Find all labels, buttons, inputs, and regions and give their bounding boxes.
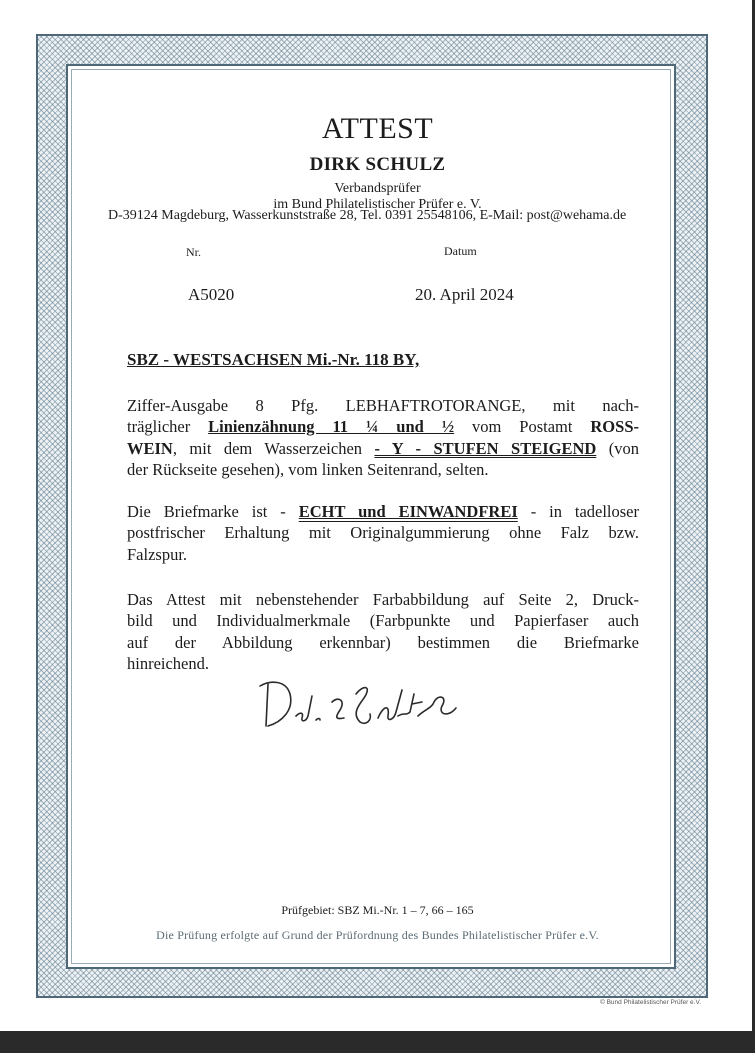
stamp-description: [127, 395, 639, 481]
examination-regulation-note: Die Prüfung erfolgte auf Grund der Prüfordnung des Bundes Philatelistischer Prüfer e.V.: [156, 928, 599, 942]
reference-line: hinreichend.: [127, 654, 210, 674]
examiner-name: DIRK SCHULZ: [309, 154, 446, 175]
image-reference-statement: [127, 589, 639, 675]
description-text: vom Postamt: [454, 417, 591, 437]
description-line: Ziffer-Ausgabe 8 Pfg. LEBHAFTROTORANGE, mit nach-: [127, 396, 639, 415]
description-line: [127, 416, 639, 437]
date-label: Datum: [444, 244, 477, 258]
verdict-text: ECHT und EINWANDFREI: [298, 502, 518, 521]
examiner-address: D-39124 Magdeburg, Wasserkunststraße 28, Tel. 0391 25548106, E-Mail: post@wehama.de: [108, 208, 627, 223]
copyright-note: © Bund Philatelistischer Prüfer e.V.: [600, 999, 702, 1006]
association-name: im Bund Philatelistischer Prüfer e. V.: [273, 197, 482, 212]
examiner-role: Verbandsprüfer: [334, 181, 421, 196]
description-text: , mit dem Wasserzeichen: [172, 438, 375, 458]
statement-text: - in tadelloser: [517, 502, 639, 521]
statement-line: postfrischer Erhaltung mit Originalgummierung ohne Falz bzw.: [127, 523, 639, 543]
description-line: [127, 438, 639, 459]
attest-title: ATTEST: [321, 112, 434, 145]
reference-line: Das Attest mit nebenstehender Farbabbildung auf Seite 2, Druck-: [127, 590, 639, 609]
certificate-date: 20. April 2024: [415, 285, 514, 304]
stamp-subject: SBZ - WESTSACHSEN Mi.-Nr. 118 BY,: [127, 350, 420, 369]
description-text: (von: [596, 438, 639, 458]
authenticity-statement: [127, 501, 639, 565]
statement-line: [127, 501, 639, 522]
certificate-number: A5020: [188, 285, 235, 304]
description-text: träglicher: [127, 417, 209, 437]
statement-line: Falzspur.: [127, 544, 188, 564]
post-office-text: WEIN: [127, 438, 173, 458]
examination-scope: Prüfgebiet: SBZ Mi.-Nr. 1 – 7, 66 – 165: [281, 903, 474, 917]
scan-border-bottom: [0, 1031, 755, 1053]
statement-text: Die Briefmarke ist -: [127, 502, 299, 521]
description-line: der Rückseite gesehen), vom linken Seitenrand, selten.: [127, 460, 489, 480]
reference-line: bild und Individualmerkmale (Farbpunkte und Papierfaser auch: [127, 611, 639, 631]
perforation-text: Linienzähnung 11 ¼ und ½: [208, 417, 455, 437]
watermark-text: - Y - STUFEN STEIGEND: [374, 438, 597, 458]
examiner-signature: [252, 672, 468, 734]
post-office-text: ROSS-: [590, 417, 639, 437]
reference-line: auf der Abbildung erkennbar) bestimmen die Briefmarke: [127, 632, 639, 652]
nr-label: Nr.: [186, 245, 201, 259]
